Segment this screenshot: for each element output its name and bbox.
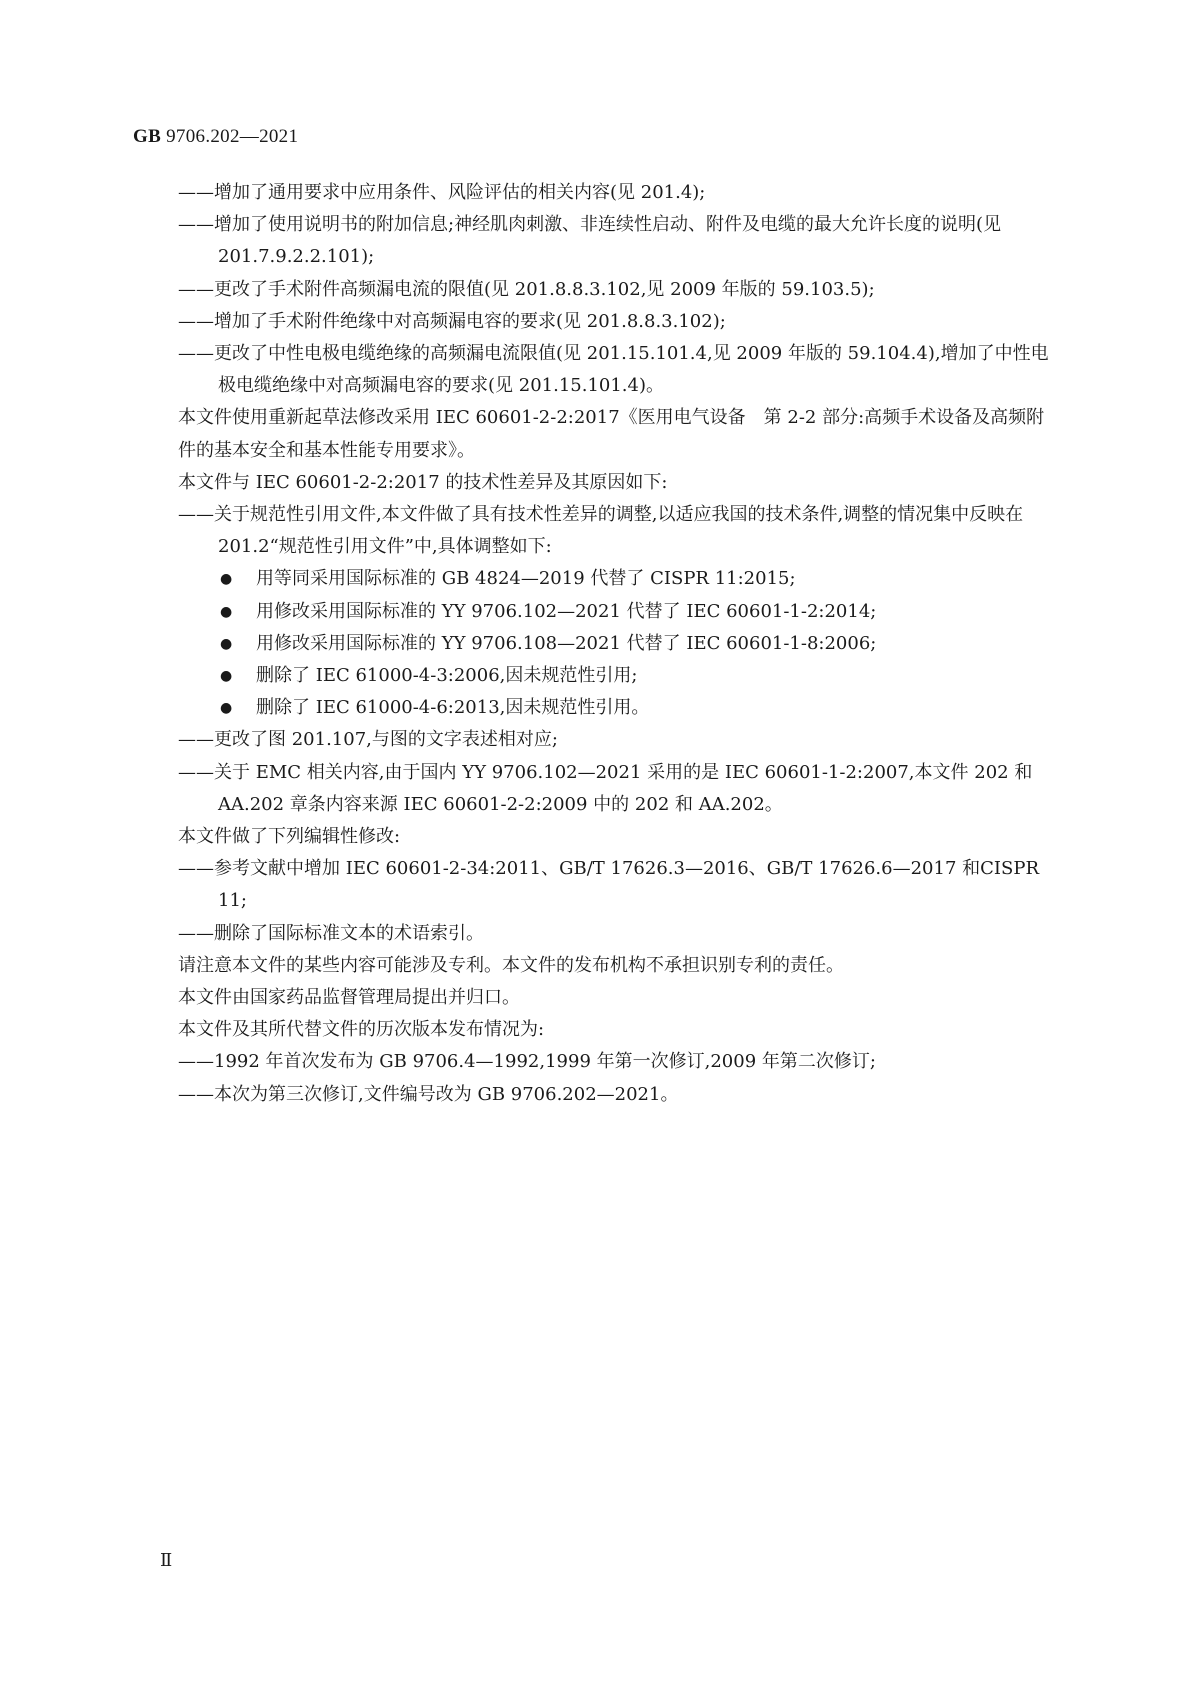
technical-differences-intro: 本文件与 IEC 60601-2-2:2017 的技术性差异及其原因如下: (178, 471, 668, 493)
history-item: ——本次为第三次修订,文件编号改为 GB 9706.202—2021。 (178, 1083, 679, 1105)
editorial-change-item: ——删除了国际标准文本的术语索引。 (178, 922, 484, 944)
proposer-statement: 本文件由国家药品监督管理局提出并归口。 (178, 987, 520, 1009)
foreword-content (178, 177, 1050, 1111)
bullet-text: 删除了 IEC 61000-4-3:2006,因未规范性引用; (256, 665, 638, 687)
history-intro: 本文件及其所代替文件的历次版本发布情况为: (178, 1019, 545, 1041)
bullet-text: 用等同采用国际标准的 GB 4824—2019 代替了 CISPR 11:2015; (256, 568, 796, 590)
bullet-dot-icon: ● (220, 571, 233, 588)
editorial-changes-intro: 本文件做了下列编辑性修改: (178, 826, 401, 848)
change-item: ——更改了中性电极电缆绝缘的高频漏电流限值(见 201.15.101.4,见 2009 年版的 59.104.4),增加了中性电极电缆绝缘中对高频漏电容的要求(见 201.15.101.4)。 (178, 343, 1049, 397)
bullet-dot-icon: ● (220, 700, 233, 717)
bullet-text: 用修改采用国际标准的 YY 9706.102—2021 代替了 IEC 60601-1-2:2014; (256, 600, 877, 622)
bullet-text: 用修改采用国际标准的 YY 9706.108—2021 代替了 IEC 60601-1-8:2006; (256, 632, 877, 654)
adoption-statement: 本文件使用重新起草法修改采用 IEC 60601-2-2:2017《医用电气设备 第 2-2 部分:高频手术设备及高频附件的基本安全和基本性能专用要求》。 (178, 407, 1045, 461)
bullet-item (178, 692, 1050, 724)
bullet-text: 删除了 IEC 61000-4-6:2013,因未规范性引用。 (256, 697, 650, 719)
bullet-item (178, 628, 1050, 660)
standard-number: 9706.202—2021 (166, 126, 299, 147)
patent-notice: 请注意本文件的某些内容可能涉及专利。本文件的发布机构不承担识别专利的责任。 (178, 954, 844, 976)
change-item: ——更改了手术附件高频漏电流的限值(见 201.8.8.3.102,见 2009 年版的 59.103.5); (178, 278, 875, 300)
change-item: ——增加了使用说明书的附加信息;神经肌肉刺激、非连续性启动、附件及电缆的最大允许长度的说明(见 201.7.9.2.2.101); (178, 214, 1002, 268)
editorial-change-item: ——参考文献中增加 IEC 60601-2-34:2011、GB/T 17626.3—2016、GB/T 17626.6—2017 和CISPR 11; (178, 858, 1040, 912)
change-item: ——增加了通用要求中应用条件、风险评估的相关内容(见 201.4); (178, 182, 706, 203)
document-header (133, 126, 298, 148)
technical-difference-item: ——关于规范性引用文件,本文件做了具有技术性差异的调整,以适应我国的技术条件,调整的情况集中反映在 201.2“规范性引用文件”中,具体调整如下: (178, 504, 1024, 558)
history-item: ——1992 年首次发布为 GB 9706.4—1992,1999 年第一次修订,2009 年第二次修订; (178, 1051, 876, 1073)
bullet-item (178, 596, 1050, 628)
technical-difference-item: ——更改了图 201.107,与图的文字表述相对应; (178, 729, 558, 751)
bullet-item (178, 563, 1050, 595)
bullet-item (178, 660, 1050, 692)
bullet-dot-icon: ● (220, 635, 233, 652)
page-number: Ⅱ (160, 1550, 173, 1570)
bullet-dot-icon: ● (220, 668, 233, 685)
technical-difference-item: ——关于 EMC 相关内容,由于国内 YY 9706.102—2021 采用的是 IEC 60601-1-2:2007,本文件 202 和 AA.202 章条内容来源 IEC 60601-2-2:2009 中的 202 和 AA.202。 (178, 761, 1033, 815)
bullet-dot-icon: ● (220, 603, 233, 620)
standard-prefix: GB (133, 126, 162, 147)
change-item: ——增加了手术附件绝缘中对高频漏电容的要求(见 201.8.8.3.102); (178, 310, 726, 332)
